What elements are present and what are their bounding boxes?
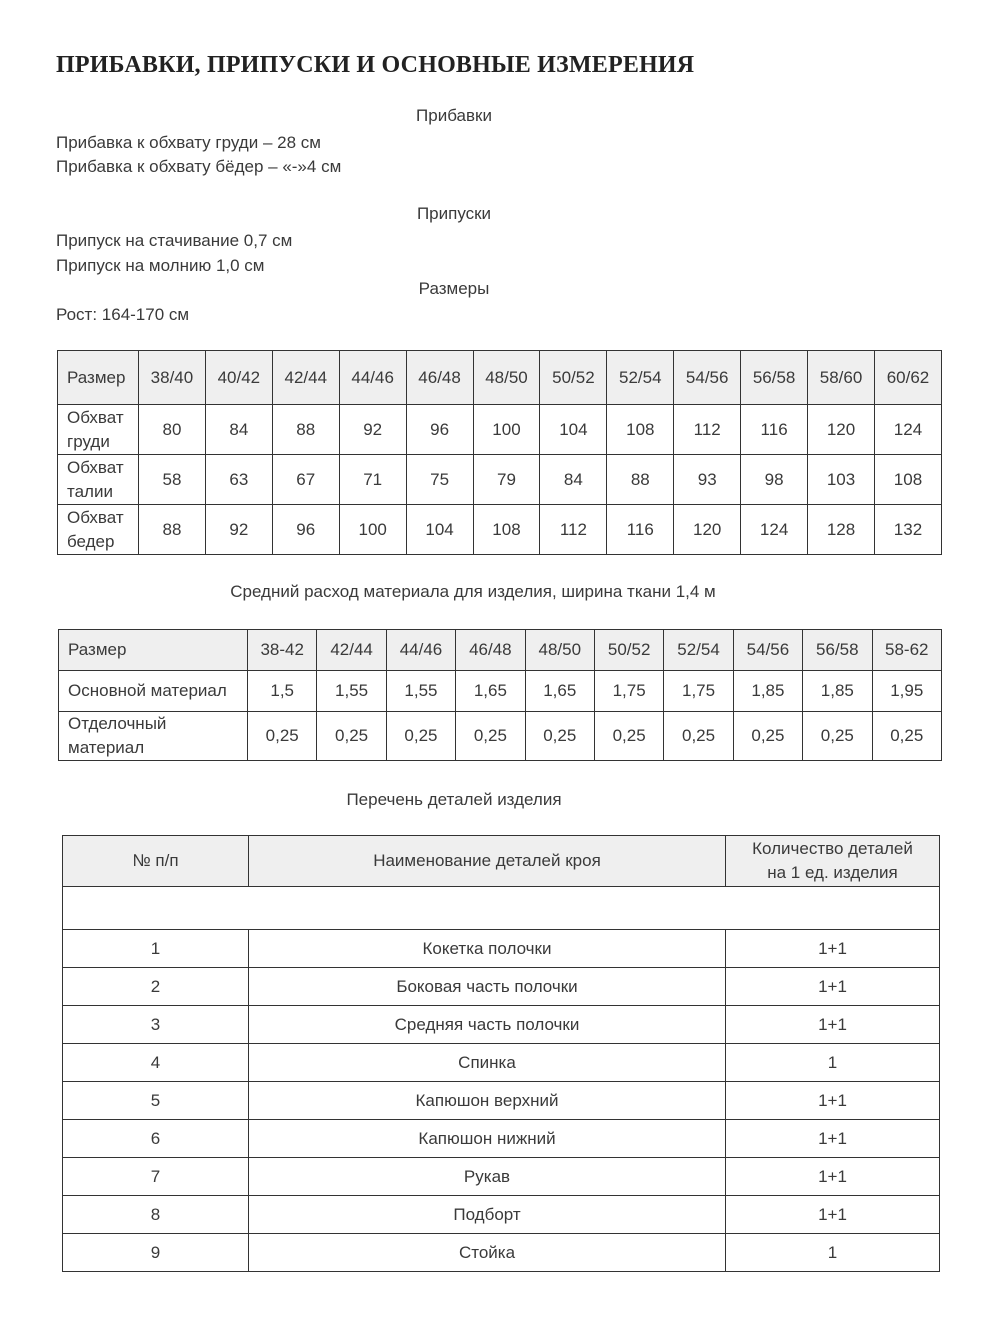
allowances-heading: Прибавки xyxy=(416,106,492,125)
seam-allowance-line: Припуск на стачивание 0,7 см xyxy=(56,231,293,250)
part-number-cell: 1 xyxy=(63,930,249,968)
table-cell: 92 xyxy=(205,505,272,555)
table-row xyxy=(63,1044,940,1082)
header-cell xyxy=(726,836,940,887)
table-cell: 79 xyxy=(473,455,540,505)
size-header-cell: 44/46 xyxy=(339,351,406,405)
part-quantity-cell: 1+1 xyxy=(726,968,940,1006)
row-label-cell xyxy=(59,712,248,761)
table-cell: 75 xyxy=(406,455,473,505)
page-title: ПРИБАВКИ, ПРИПУСКИ И ОСНОВНЫЕ ИЗМЕРЕНИЯ xyxy=(56,52,695,78)
header-cell: Размер xyxy=(59,630,248,671)
table-cell: 88 xyxy=(272,405,339,455)
table-row xyxy=(58,405,942,455)
table-cell: 1,95 xyxy=(872,671,941,712)
allowance-line: Прибавка к обхвату бёдер – «-»4 см xyxy=(56,157,342,176)
table-cell: 93 xyxy=(674,455,741,505)
table-cell: 103 xyxy=(808,455,875,505)
row-label-line: бедер xyxy=(67,531,115,551)
table-cell: 0,25 xyxy=(733,712,802,761)
table-cell: 96 xyxy=(406,405,473,455)
size-header-cell: 52/54 xyxy=(664,630,733,671)
table-cell: 1,85 xyxy=(733,671,802,712)
table-row xyxy=(63,1082,940,1120)
row-label-line: груди xyxy=(67,431,110,451)
table-cell: 0,25 xyxy=(803,712,872,761)
table-cell: 1,55 xyxy=(317,671,386,712)
table-cell: 128 xyxy=(808,505,875,555)
table-cell: 0,25 xyxy=(594,712,663,761)
size-header-cell: 54/56 xyxy=(733,630,802,671)
size-header-cell: 56/58 xyxy=(741,351,808,405)
table-cell: 1,75 xyxy=(664,671,733,712)
row-label-line: Обхват xyxy=(67,507,124,527)
table-cell: 1,65 xyxy=(525,671,594,712)
table-row xyxy=(59,671,942,712)
part-number-cell: 9 xyxy=(63,1234,249,1272)
size-measurements-table xyxy=(57,350,942,555)
table-row xyxy=(63,930,940,968)
table-header-row xyxy=(58,351,942,405)
size-header-cell: 58-62 xyxy=(872,630,941,671)
table-cell: 84 xyxy=(205,405,272,455)
height-range: Рост: 164-170 см xyxy=(56,305,190,324)
table-cell: 120 xyxy=(674,505,741,555)
part-name-cell: Стойка xyxy=(249,1234,726,1272)
table-cell: 63 xyxy=(205,455,272,505)
row-label-line: Обхват xyxy=(67,457,124,477)
part-name-cell: Средняя часть полочки xyxy=(249,1006,726,1044)
part-quantity-cell: 1 xyxy=(726,1234,940,1272)
table-row xyxy=(63,1006,940,1044)
empty-row xyxy=(63,887,940,930)
size-header-cell: 46/48 xyxy=(456,630,525,671)
part-name-cell: Кокетка полочки xyxy=(249,930,726,968)
table-cell: 98 xyxy=(741,455,808,505)
table-cell: 100 xyxy=(473,405,540,455)
table-cell: 132 xyxy=(874,505,941,555)
table-cell: 1,65 xyxy=(456,671,525,712)
table-cell: 71 xyxy=(339,455,406,505)
size-header-cell: 42/44 xyxy=(317,630,386,671)
table-cell: 84 xyxy=(540,455,607,505)
table-header-row xyxy=(63,836,940,887)
row-label-line: Основной материал xyxy=(68,681,227,700)
size-header-cell: 60/62 xyxy=(874,351,941,405)
size-header-cell: 38/40 xyxy=(139,351,206,405)
sizes-heading: Размеры xyxy=(418,279,490,298)
table-cell: 0,25 xyxy=(872,712,941,761)
part-number-cell: 3 xyxy=(63,1006,249,1044)
part-number-cell: 4 xyxy=(63,1044,249,1082)
row-label-line: Отделочный xyxy=(68,714,167,733)
table-row xyxy=(63,1234,940,1272)
table-cell: 0,25 xyxy=(317,712,386,761)
header-cell: № п/п xyxy=(63,836,249,887)
part-name-cell: Рукав xyxy=(249,1158,726,1196)
parts-list-table xyxy=(62,835,940,1272)
allowance-line: Прибавка к обхвату груди – 28 см xyxy=(56,133,321,152)
part-quantity-cell: 1+1 xyxy=(726,930,940,968)
table-cell: 80 xyxy=(139,405,206,455)
part-name-cell: Капюшон верхний xyxy=(249,1082,726,1120)
table-row xyxy=(63,1196,940,1234)
table-cell: 124 xyxy=(874,405,941,455)
table-cell: 108 xyxy=(874,455,941,505)
table-cell: 0,25 xyxy=(456,712,525,761)
size-header-cell: 46/48 xyxy=(406,351,473,405)
size-header-cell: 58/60 xyxy=(808,351,875,405)
size-header-cell: 52/54 xyxy=(607,351,674,405)
part-quantity-cell: 1 xyxy=(726,1044,940,1082)
size-header-cell: 38-42 xyxy=(248,630,317,671)
header-cell: Наименование деталей кроя xyxy=(249,836,726,887)
table-row xyxy=(63,1120,940,1158)
part-name-cell: Подборт xyxy=(249,1196,726,1234)
size-header-cell: 44/46 xyxy=(386,630,455,671)
part-number-cell: 6 xyxy=(63,1120,249,1158)
table-cell: 120 xyxy=(808,405,875,455)
table-cell: 116 xyxy=(607,505,674,555)
table-cell: 58 xyxy=(139,455,206,505)
table-row xyxy=(58,505,942,555)
empty-cell xyxy=(63,887,940,930)
material-heading: Средний расход материала для изделия, ширина ткани 1,4 м xyxy=(230,582,716,601)
row-label-cell xyxy=(58,505,139,555)
table-cell: 1,85 xyxy=(803,671,872,712)
part-number-cell: 7 xyxy=(63,1158,249,1196)
header-cell: Размер xyxy=(58,351,139,405)
table-cell: 116 xyxy=(741,405,808,455)
table-cell: 92 xyxy=(339,405,406,455)
table-row xyxy=(63,1158,940,1196)
material-consumption-table xyxy=(58,629,942,761)
seam-allowances-heading: Припуски xyxy=(416,204,492,223)
row-label-cell xyxy=(59,671,248,712)
table-cell: 100 xyxy=(339,505,406,555)
part-name-cell: Боковая часть полочки xyxy=(249,968,726,1006)
table-row xyxy=(58,455,942,505)
part-quantity-cell: 1+1 xyxy=(726,1158,940,1196)
table-cell: 108 xyxy=(473,505,540,555)
table-cell: 1,5 xyxy=(248,671,317,712)
parts-heading: Перечень деталей изделия xyxy=(346,790,562,809)
size-header-cell: 56/58 xyxy=(803,630,872,671)
table-cell: 88 xyxy=(607,455,674,505)
header-cell-line: Количество деталей xyxy=(752,839,913,858)
table-cell: 0,25 xyxy=(525,712,594,761)
table-cell: 0,25 xyxy=(248,712,317,761)
table-row xyxy=(63,968,940,1006)
table-cell: 108 xyxy=(607,405,674,455)
row-label-cell xyxy=(58,455,139,505)
part-quantity-cell: 1+1 xyxy=(726,1006,940,1044)
header-cell-line: на 1 ед. изделия xyxy=(767,863,898,882)
row-label-cell xyxy=(58,405,139,455)
table-cell: 1,75 xyxy=(594,671,663,712)
part-number-cell: 2 xyxy=(63,968,249,1006)
table-cell: 104 xyxy=(540,405,607,455)
size-header-cell: 50/52 xyxy=(594,630,663,671)
part-number-cell: 8 xyxy=(63,1196,249,1234)
part-number-cell: 5 xyxy=(63,1082,249,1120)
size-header-cell: 40/42 xyxy=(205,351,272,405)
row-label-line: талии xyxy=(67,481,113,501)
table-cell: 112 xyxy=(540,505,607,555)
table-cell: 1,55 xyxy=(386,671,455,712)
size-header-cell: 54/56 xyxy=(674,351,741,405)
size-header-cell: 48/50 xyxy=(473,351,540,405)
part-quantity-cell: 1+1 xyxy=(726,1196,940,1234)
table-cell: 96 xyxy=(272,505,339,555)
seam-allowance-line: Припуск на молнию 1,0 см xyxy=(56,256,265,275)
table-header-row xyxy=(59,630,942,671)
size-header-cell: 48/50 xyxy=(525,630,594,671)
size-header-cell: 42/44 xyxy=(272,351,339,405)
part-quantity-cell: 1+1 xyxy=(726,1120,940,1158)
table-cell: 0,25 xyxy=(664,712,733,761)
part-quantity-cell: 1+1 xyxy=(726,1082,940,1120)
row-label-line: Обхват xyxy=(67,407,124,427)
table-cell: 88 xyxy=(139,505,206,555)
table-cell: 112 xyxy=(674,405,741,455)
table-cell: 124 xyxy=(741,505,808,555)
table-cell: 67 xyxy=(272,455,339,505)
size-header-cell: 50/52 xyxy=(540,351,607,405)
table-cell: 104 xyxy=(406,505,473,555)
table-row xyxy=(59,712,942,761)
part-name-cell: Капюшон нижний xyxy=(249,1120,726,1158)
row-label-line: материал xyxy=(68,738,145,757)
table-cell: 0,25 xyxy=(386,712,455,761)
part-name-cell: Спинка xyxy=(249,1044,726,1082)
